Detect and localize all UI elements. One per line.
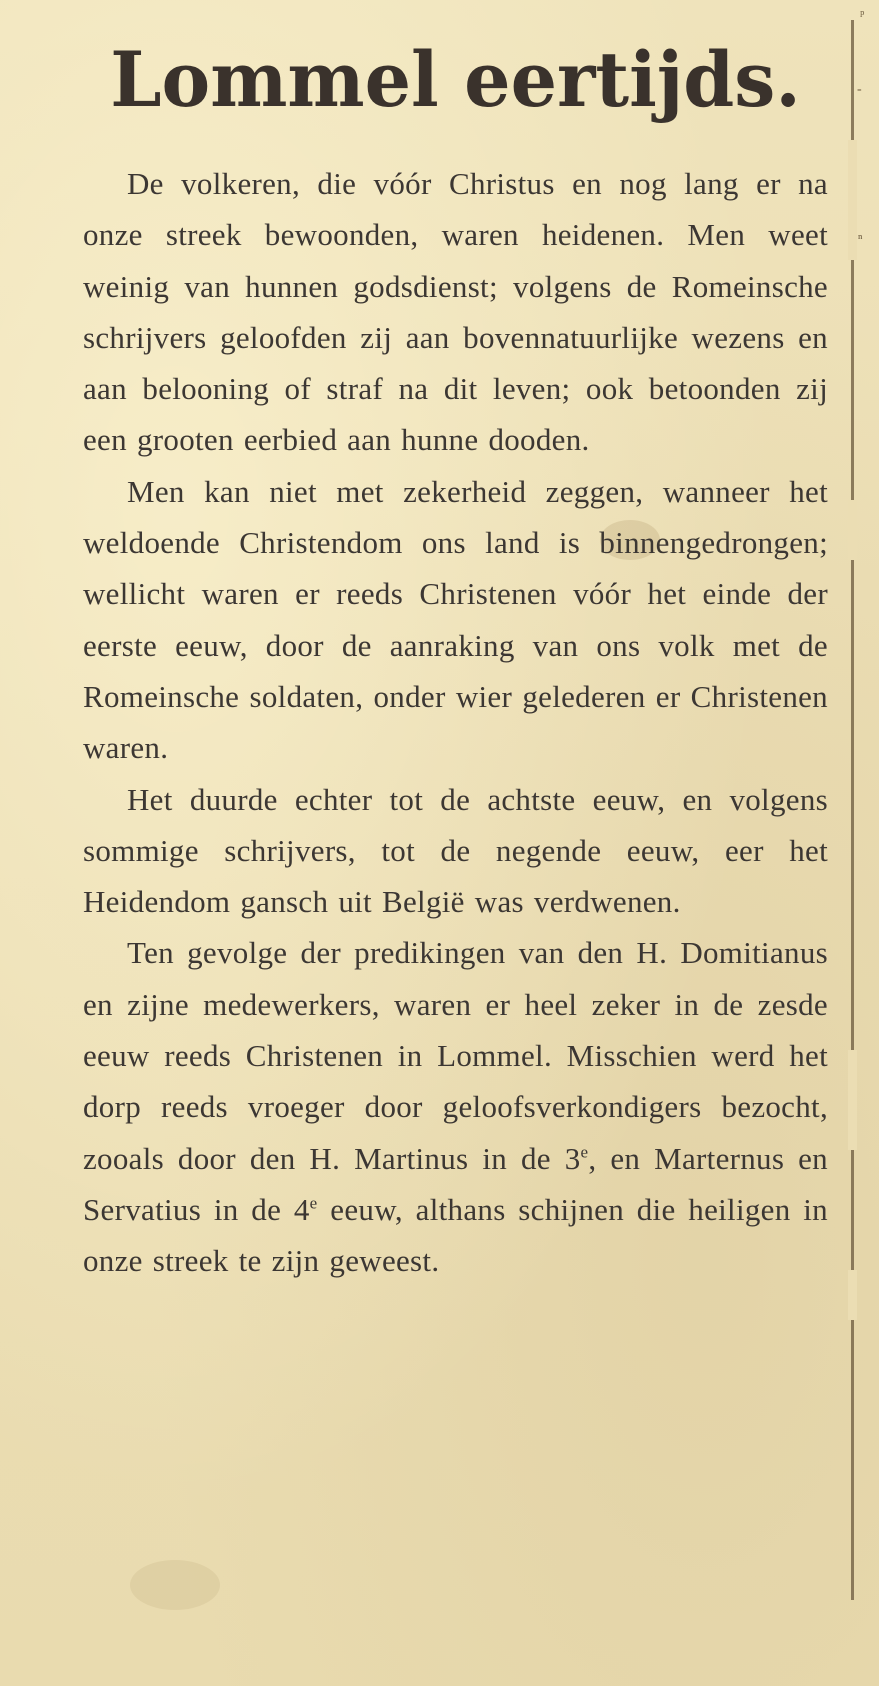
- paragraph-text: , en Marternus en Servatius in de 4: [83, 1140, 828, 1227]
- rule-gap: [848, 1050, 857, 1150]
- paragraph-text: Ten gevolge der predikingen van den H. Domitianus en zijne medewerkers, waren er heel zeker in de zesde eeuw reeds Christenen in Lommel. Misschien werd het dorp reeds vroeger door geloofsverkondigers bezocht, zooals door den H. Martinus in de 3: [83, 935, 828, 1176]
- paper-stain: [130, 1560, 220, 1610]
- ordinal-superscript: e: [580, 1142, 589, 1162]
- ordinal-superscript: e: [309, 1193, 318, 1213]
- headline: Lommel eertijds.: [110, 35, 801, 124]
- paragraph: Men kan niet met zekerheid zeggen, wanneer het weldoende Christendom ons land is binnengedrongen; wellicht waren er reeds Christenen vóór het einde der eerste eeuw, door de aanraking van ons volk met de Romeinsche soldaten, onder wier gelederen er Christenen waren.: [83, 473, 828, 766]
- paragraph: [83, 927, 828, 1286]
- edge-mark: ᵖ: [860, 8, 865, 23]
- rule-gap: [848, 140, 857, 260]
- edge-mark: -: [857, 82, 862, 97]
- rule-gap: [848, 1270, 857, 1320]
- rule-gap: [848, 500, 857, 560]
- paragraph: De volkeren, die vóór Christus en nog lang er na onze streek bewoonden, waren heidenen. Men weet weinig van hunnen godsdienst; volgens de Romeinsche schrijvers geloofden zij aan bovennatuurlijke wezens en aan belooning of straf na dit leven; ook betoonden zij een grooten eerbied aan hunne dooden.: [83, 166, 828, 458]
- article: [83, 35, 828, 1287]
- paragraph: Het duurde echter tot de achtste eeuw, en volgens sommige schrijvers, tot de negende eeuw, eer het Heidendom gansch uit België was verdwenen.: [83, 781, 828, 920]
- edge-mark: ⁿ: [858, 232, 863, 247]
- paragraph-text: eeuw, althans schijnen die heiligen in onze streek te zijn geweest.: [83, 1191, 828, 1279]
